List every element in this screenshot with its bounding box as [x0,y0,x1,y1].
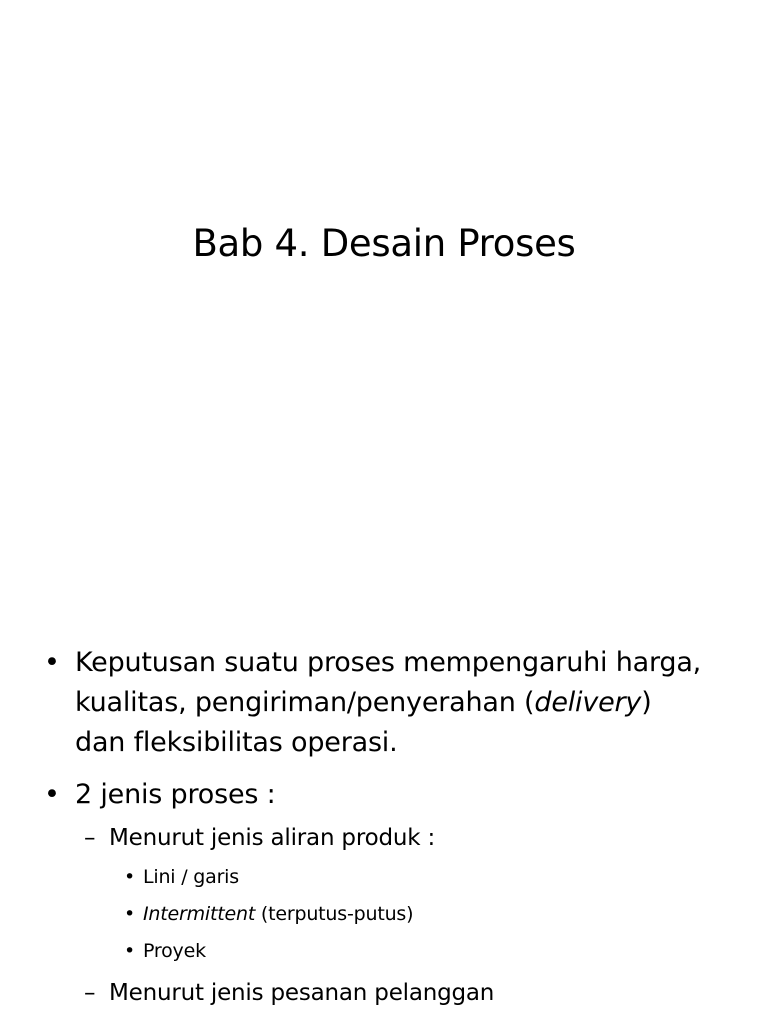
item-marker: • [124,903,136,925]
bullet-marker: • [44,647,60,678]
bullet-1-line-2: kualitas, pengiriman/penyerahan (delivery) [75,687,652,718]
delivery-term: delivery [534,687,642,718]
bullet-1-line-1: Keputusan suatu proses mempengaruhi harga, [75,647,702,678]
slide-title: Bab 4. Desain Proses [192,222,576,265]
bullet-2-text: 2 jenis proses : [75,779,276,810]
bullet-marker: • [44,779,60,810]
sub-bullet-marker: – [84,825,96,851]
sub-bullet-1-text: Menurut jenis aliran produk : [109,825,436,851]
sub-bullet-2-text: Menurut jenis pesanan pelanggan [109,980,495,1006]
sub-bullet-marker: – [84,980,96,1006]
bullet-1-line-3: dan fleksibilitas operasi. [75,727,398,758]
item-proyek: Proyek [143,940,206,962]
intermittent-term: Intermittent [143,903,256,925]
item-marker: • [124,866,136,888]
item-lini-garis: Lini / garis [143,866,239,888]
item-marker: • [124,940,136,962]
item-intermittent: Intermittent (terputus-putus) [143,903,414,925]
